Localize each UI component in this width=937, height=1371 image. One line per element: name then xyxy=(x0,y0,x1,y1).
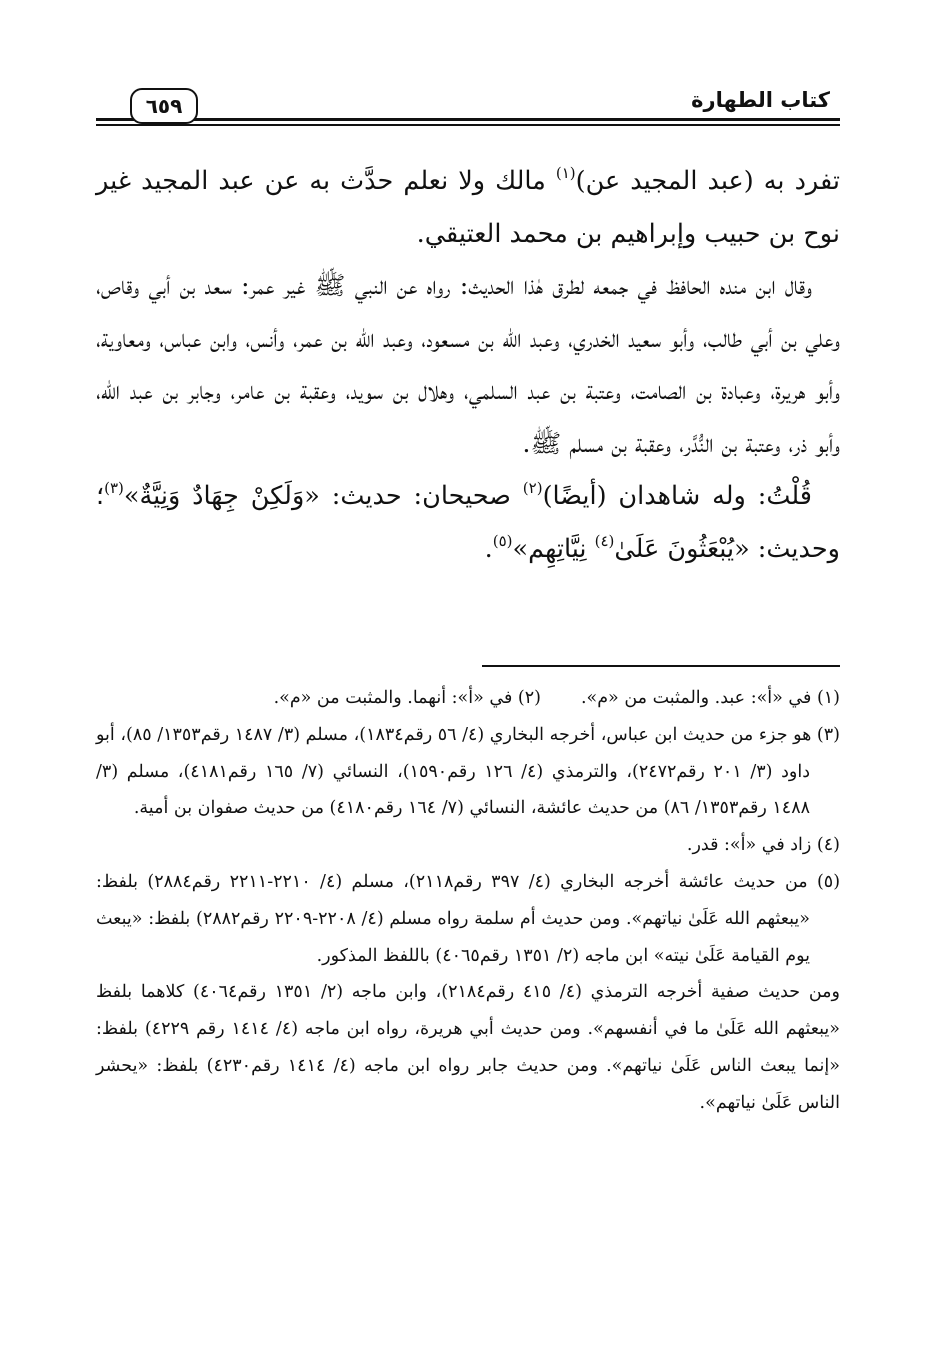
paragraph-1-text-a: تفرد به (عبد المجيد عن) xyxy=(575,166,840,196)
page-header xyxy=(96,84,840,134)
paragraph-1-text-b: مالك ولا نعلم حدَّث به عن عبد المجيد غير نوح بن حبيب وإبراهيم بن محمد العتيقي. xyxy=(96,166,840,249)
footnote-1: (١) في «أ»: عبد. والمثبت من «م». xyxy=(580,688,840,708)
footnote-ref-1: (١) xyxy=(555,164,576,182)
footnote-2: (٢) في «أ»: أنهما. والمثبت من «م». xyxy=(273,688,541,708)
main-text xyxy=(96,155,840,575)
paragraph-3-text-b: صحيحان: حديث: «وَلَكِنْ جِهَادٌ وَنِيَّةٌ» xyxy=(123,481,523,511)
paragraph-2: وقال ابن منده الحافظ في جمعه لطرق هٰذا الحديث: رواه عن النبي ﷺ غير عمر: سعد بن أبي وقاص، وعلي بن أبي طالب، وأبو سعيد الخدري، وعبد الله بن مسعود، وعبد الله بن عمر، وأنس، وابن عباس، ومعاوية، وأبو هريرة، وعبادة بن الصامت، وعتبة بن عبد السلمي، وهلال بن سويد، وعقبة بن عامر، وجابر بن عبد الله، وأبو ذر، وعتبة بن النُّدَّر، وعقبة بن مسلم ﷺ. xyxy=(96,271,840,459)
footnote-5-continued: ومن حديث صفية أخرجه الترمذي (٤/ ٤١٥ رقم٢١٨٤)، وابن ماجه (٢/ ١٣٥١ رقم٤٠٦٤) كلاهما بلفظ «يبعثهم الله عَلَىٰ ما في أنفسهم». ومن حديث أبي هريرة، رواه ابن ماجه (٤/ ١٤١٤ رقم ٤٢٢٩) بلفظ: «إنما يبعث الناس عَلَىٰ نياتهم». ومن حديث جابر رواه ابن ماجه (٤/ ١٤١٤ رقم٤٢٣٠) بلفظ: «يحشر الناس عَلَىٰ نياتهم». xyxy=(96,982,840,1113)
footnote-ref-2: (٢) xyxy=(522,479,543,497)
paragraph-1 xyxy=(96,155,840,260)
footnote-ref-5: (٥) xyxy=(492,531,513,550)
footnote-separator xyxy=(482,665,840,667)
paragraph-3-text-d: نِيَّاتِهِم» xyxy=(512,533,595,564)
book-title: كتاب الطهارة xyxy=(687,84,834,116)
header-rule-thin xyxy=(96,124,840,126)
header-rule-thick xyxy=(96,118,840,121)
paragraph-3-text-e: . xyxy=(484,533,493,564)
footnote-4: (٤) زاد في «أ»: قدر. xyxy=(686,835,840,856)
paragraph-3 xyxy=(96,470,840,575)
paragraph-3-text-c: ؛ وحديث: «يُبْعَثُونَ عَلَىٰ xyxy=(96,481,840,564)
footnote-3: (٣) هو جزء من حديث ابن عباس، أخرجه البخاري (٤/ ٥٦ رقم١٨٣٤)، مسلم (٣/ ١٤٨٧ رقم١٣٥٣/ ٨٥)، أبو داود (٣/ ٢٠١ رقم٢٤٧٢)، والترمذي (٤/ ١٢٦ رقم١٥٩٠)، النسائي (٧/ ١٦٥ رقم٤١٨١)، مسلم (٣/ ١٤٨٨ رقم١٣٥٣/ ٨٦) من حديث عائشة، النسائي (٧/ ١٦٤ رقم٤١٨٠) من حديث صفوان بن أمية. xyxy=(96,724,840,819)
page-number: ٦٥٩ xyxy=(130,88,198,124)
footnotes xyxy=(96,680,840,1122)
footnote-5: (٥) من حديث عائشة أخرجه البخاري (٤/ ٣٩٧ رقم٢١١٨)، مسلم (٤/ ٢٢١٠-٢٢١١ رقم٢٨٨٤) بلفظ: «يبعثهم الله عَلَىٰ نياتهم». ومن حديث أم سلمة رواه مسلم (٤/ ٢٢٠٨-٢٢٠٩ رقم٢٨٨٢) بلفظ: «يبعث يوم القيامة عَلَىٰ نيته» ابن ماجه (٢/ ١٣٥١ رقم٤٠٦٥) باللفظ المذكور. xyxy=(96,871,841,966)
footnote-row-1-2 xyxy=(96,680,840,717)
footnote-ref-4: (٤) xyxy=(594,531,615,550)
paragraph-3-text-a: قُلْتُ: وله شاهدان (أيضًا) xyxy=(542,481,812,511)
footnote-ref-3: (٣) xyxy=(104,479,124,497)
